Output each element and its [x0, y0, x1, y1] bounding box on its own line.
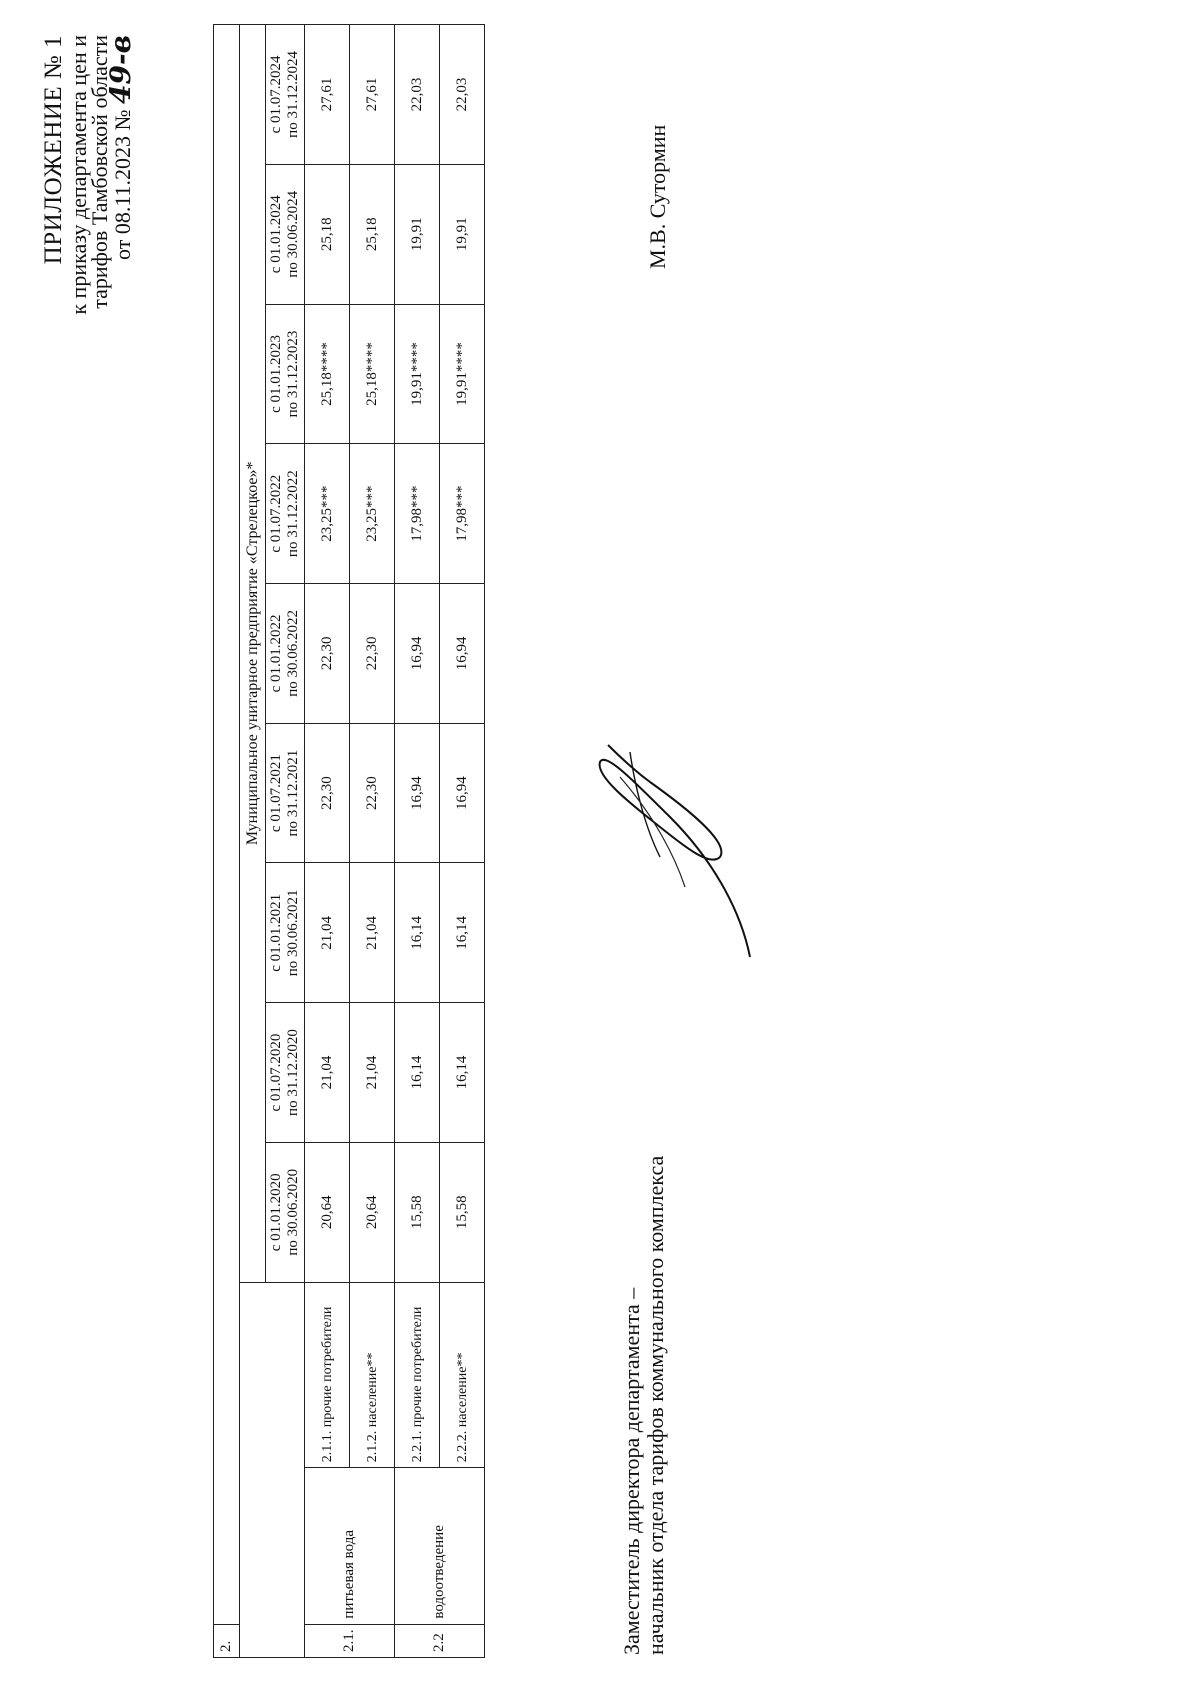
position-line-1: Заместитель директора департамента –	[619, 1287, 644, 1655]
period-header	[266, 164, 305, 304]
tariff-value: 25,18****	[350, 304, 395, 444]
table-row	[440, 25, 485, 1658]
service-name: водоотведение	[395, 1468, 485, 1624]
organization-row	[240, 25, 266, 1658]
section-row	[214, 25, 240, 1658]
period-to: по 30.06.2022	[285, 610, 301, 697]
tariff-value: 22,30	[305, 723, 350, 863]
tariff-value: 25,18	[305, 164, 350, 304]
tariff-table-body	[214, 25, 485, 1658]
period-to: по 31.12.2022	[285, 470, 301, 558]
tariff-value: 21,04	[305, 1003, 350, 1143]
period-header	[266, 1003, 305, 1143]
tariff-value: 22,30	[305, 584, 350, 724]
tariff-value: 27,61	[350, 25, 395, 165]
table-row	[305, 25, 350, 1658]
period-header	[266, 863, 305, 1003]
period-from: с 01.01.2021	[268, 893, 284, 972]
period-header	[266, 723, 305, 863]
period-from: с 01.01.2022	[268, 614, 284, 693]
tariff-value: 19,91****	[440, 304, 485, 444]
tariff-table	[213, 24, 485, 1658]
tariff-value: 19,91****	[395, 304, 440, 444]
order-number: 49-в	[104, 35, 137, 104]
tariff-value: 22,03	[440, 25, 485, 165]
tariff-value: 17,98***	[440, 444, 485, 584]
period-header	[266, 444, 305, 584]
appendix-header	[40, 35, 137, 635]
signatory-position	[620, 1156, 668, 1655]
period-from: с 01.07.2020	[268, 1033, 284, 1112]
tariff-value: 22,30	[350, 584, 395, 724]
tariff-value: 20,64	[350, 1142, 395, 1282]
period-to: по 30.06.2024	[285, 190, 301, 278]
consumer-category: 2.1.1. прочие потребители	[305, 1282, 350, 1468]
tariff-value: 20,64	[305, 1142, 350, 1282]
period-from: с 01.01.2020	[268, 1173, 284, 1252]
appendix-title: ПРИЛОЖЕНИЕ № 1	[40, 35, 67, 265]
table-row	[350, 25, 395, 1658]
group-number: 2.2	[395, 1624, 485, 1657]
tariff-value: 25,18****	[305, 304, 350, 444]
tariff-value: 23,25***	[305, 444, 350, 584]
tariff-value: 22,30	[350, 723, 395, 863]
tariff-value: 21,04	[305, 863, 350, 1003]
tariff-value: 25,18	[350, 164, 395, 304]
period-to: по 30.06.2020	[285, 1168, 301, 1256]
group-number: 2.1.	[305, 1624, 395, 1657]
tariff-value: 15,58	[395, 1142, 440, 1282]
tariff-value: 16,94	[395, 584, 440, 724]
period-from: с 01.07.2022	[268, 474, 284, 553]
tariff-value: 16,14	[440, 1003, 485, 1143]
period-to: по 31.12.2023	[285, 330, 301, 418]
tariff-value: 16,94	[440, 723, 485, 863]
period-header	[266, 25, 305, 165]
appendix-line-3	[104, 35, 137, 635]
tariff-value: 16,14	[395, 1003, 440, 1143]
period-from: с 01.07.2024	[268, 55, 284, 134]
period-header	[266, 304, 305, 444]
period-from: с 01.01.2023	[268, 335, 284, 413]
consumer-category: 2.1.2. население**	[350, 1282, 395, 1468]
handwritten-signature	[590, 737, 760, 977]
tariff-value: 19,91	[395, 164, 440, 304]
tariff-value: 23,25***	[350, 444, 395, 584]
organization-name: Муниципальное унитарное предприятие «Стрелецкое»*	[240, 25, 266, 1283]
consumer-category: 2.2.1. прочие потребители	[395, 1282, 440, 1468]
period-from: с 01.01.2024	[268, 195, 284, 274]
position-line-2: начальник отдела тарифов коммунального комплекса	[643, 1155, 668, 1655]
appendix-line-1: к приказу департамента цен и	[66, 35, 91, 315]
period-to: по 30.06.2021	[285, 889, 301, 977]
period-from: с 01.07.2021	[268, 754, 284, 833]
table-row	[395, 25, 440, 1658]
period-to: по 31.12.2020	[285, 1029, 301, 1116]
consumer-category: 2.2.2. население**	[440, 1282, 485, 1468]
service-name: питьевая вода	[305, 1468, 395, 1624]
tariff-value: 21,04	[350, 1003, 395, 1143]
appendix-line-2: тарифов Тамбовской области	[87, 35, 112, 309]
tariff-value: 19,91	[440, 164, 485, 304]
section-number: 2.	[214, 1624, 240, 1657]
tariff-value: 17,98***	[395, 444, 440, 584]
order-date: от 08.11.2023 №	[110, 109, 135, 260]
tariff-value: 15,58	[440, 1142, 485, 1282]
tariff-value: 27,61	[305, 25, 350, 165]
period-header	[266, 584, 305, 724]
section-empty-cell	[214, 25, 240, 1625]
tariff-value: 16,94	[440, 584, 485, 724]
period-to: по 31.12.2024	[285, 51, 301, 138]
period-to: по 31.12.2021	[285, 749, 301, 837]
tariff-value: 22,03	[395, 25, 440, 165]
tariff-value: 16,94	[395, 723, 440, 863]
tariff-value: 16,14	[395, 863, 440, 1003]
period-header	[266, 1142, 305, 1282]
tariff-value: 16,14	[440, 863, 485, 1003]
organization-spacer	[240, 1282, 305, 1657]
signer-name: М.В. Сутормин	[645, 124, 670, 269]
tariff-value: 21,04	[350, 863, 395, 1003]
